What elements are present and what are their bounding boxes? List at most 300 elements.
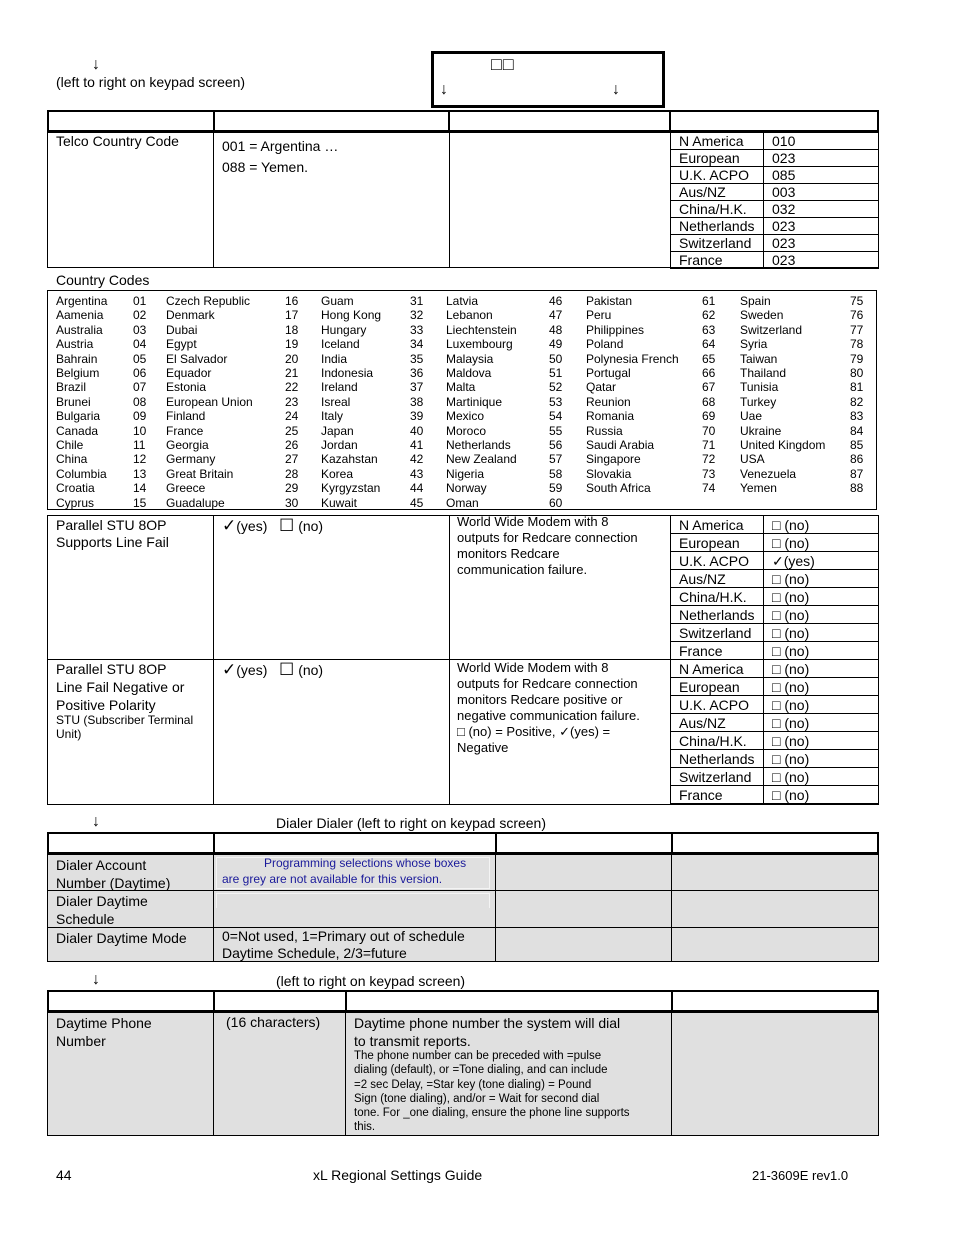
down-arrow-icon: ↓ bbox=[612, 81, 620, 98]
country-code: 35 bbox=[410, 351, 424, 366]
yes-option[interactable]: (yes) bbox=[236, 662, 268, 678]
country-code: 31 bbox=[410, 294, 424, 308]
footer-title: xL Regional Settings Guide bbox=[313, 1167, 483, 1183]
down-arrow-icon: ↓ bbox=[92, 971, 100, 988]
country-name: Hong Kong bbox=[321, 308, 382, 323]
text-line: □ (no) = Positive, ✓(yes) = bbox=[457, 724, 611, 739]
checkbox-icon[interactable]: ☐ bbox=[279, 660, 295, 679]
country-code: 48 bbox=[549, 322, 563, 337]
region-row bbox=[671, 714, 879, 732]
country-name: Slovakia bbox=[586, 466, 632, 481]
checkmark-icon: ✓ bbox=[222, 516, 237, 535]
doc-revision: 21-3609E rev1.0 bbox=[752, 1168, 849, 1183]
telco-option-first: 001 = Argentina … bbox=[222, 138, 339, 154]
country-name: India bbox=[321, 351, 348, 366]
country-name: Uae bbox=[740, 409, 763, 424]
country-code: 69 bbox=[702, 409, 716, 424]
country-name: Maldova bbox=[446, 366, 492, 381]
country-name: South Africa bbox=[586, 481, 651, 496]
country-code: 79 bbox=[850, 351, 864, 366]
country-code: 25 bbox=[285, 423, 299, 438]
dialer-header-row bbox=[47, 832, 879, 854]
country-code: 55 bbox=[549, 423, 563, 438]
no-option[interactable]: (no) bbox=[298, 518, 324, 534]
region-name: Netherlands bbox=[671, 750, 764, 768]
country-code-column bbox=[850, 294, 863, 496]
country-name: Malaysia bbox=[446, 351, 494, 366]
table-header-row bbox=[47, 110, 879, 132]
country-name: Moroco bbox=[446, 423, 487, 438]
country-name: Ireland bbox=[321, 380, 358, 395]
country-name: Greece bbox=[166, 481, 206, 496]
country-code: 22 bbox=[285, 380, 299, 395]
country-code: 51 bbox=[549, 366, 563, 381]
country-code: 12 bbox=[133, 452, 147, 467]
country-code: 21 bbox=[285, 366, 299, 381]
country-code: 11 bbox=[133, 438, 146, 453]
country-name: Russia bbox=[586, 423, 623, 438]
country-name: Oman bbox=[446, 495, 479, 510]
yes-option[interactable]: (yes) bbox=[236, 518, 268, 534]
country-name: Iceland bbox=[321, 337, 360, 352]
country-name: Chile bbox=[56, 438, 84, 453]
country-code: 68 bbox=[702, 394, 716, 409]
text-line: Sign (tone dialing), and/or = Wait for second dial bbox=[354, 1092, 600, 1105]
stu-polarity-note: STU (Subscriber Terminal Unit) bbox=[56, 713, 194, 742]
text-line: World Wide Modem with 8 bbox=[457, 514, 609, 529]
region-name: France bbox=[671, 642, 764, 660]
text-line: monitors Redcare bbox=[457, 546, 560, 561]
country-code: 41 bbox=[410, 438, 424, 453]
stu-linefail-description bbox=[457, 514, 638, 578]
region-row bbox=[671, 750, 879, 768]
dialer-mode-label: Dialer Daytime Mode bbox=[56, 930, 187, 946]
country-name: France bbox=[166, 423, 204, 438]
region-value: □ (no) bbox=[764, 660, 879, 678]
region-row bbox=[671, 660, 879, 678]
phone-description: Daytime phone number the system will dial to transmit reports. bbox=[354, 1015, 621, 1049]
country-name: Luxembourg bbox=[446, 337, 513, 352]
country-code: 86 bbox=[850, 452, 864, 467]
region-row bbox=[671, 588, 879, 606]
country-code: 13 bbox=[133, 466, 147, 481]
country-code: 27 bbox=[285, 452, 299, 467]
country-name: Cyprus bbox=[56, 495, 95, 510]
country-code: 59 bbox=[549, 481, 563, 496]
region-name: Aus/NZ bbox=[671, 184, 764, 201]
country-code: 02 bbox=[133, 308, 147, 323]
country-code: 88 bbox=[850, 481, 864, 496]
country-name: Yemen bbox=[740, 481, 777, 496]
region-value: □ (no) bbox=[764, 516, 879, 534]
country-name: Belgium bbox=[56, 366, 100, 381]
country-code: 47 bbox=[549, 308, 563, 323]
country-name: Croatia bbox=[56, 481, 95, 496]
region-value: □ (no) bbox=[764, 750, 879, 768]
country-code: 28 bbox=[285, 466, 299, 481]
country-name: Kuwait bbox=[321, 495, 358, 510]
country-name: Romania bbox=[586, 409, 635, 424]
country-code: 05 bbox=[133, 351, 147, 366]
country-name: USA bbox=[740, 452, 765, 467]
region-value: □ (no) bbox=[764, 678, 879, 696]
stu-linefail-options bbox=[222, 517, 323, 535]
down-arrow-icon: ↓ bbox=[92, 56, 100, 73]
country-code: 03 bbox=[133, 322, 147, 337]
text-line: World Wide Modem with 8 bbox=[457, 660, 609, 675]
region-row bbox=[671, 133, 879, 150]
country-code: 16 bbox=[285, 294, 299, 308]
grey-boxes-note: Programming selections whose boxes are grey are not available for this version. bbox=[222, 856, 467, 886]
region-name: Switzerland bbox=[671, 768, 764, 786]
country-code: 36 bbox=[410, 366, 424, 381]
region-value: 023 bbox=[764, 252, 879, 269]
country-code: 37 bbox=[410, 380, 424, 395]
dialer-account-label: Dialer Account Number (Daytime) bbox=[56, 857, 171, 891]
region-name: N America bbox=[671, 516, 764, 534]
country-name: China bbox=[56, 452, 88, 467]
region-name: France bbox=[671, 252, 764, 269]
region-value: □ (no) bbox=[764, 732, 879, 750]
country-code: 04 bbox=[133, 337, 147, 352]
country-name: Norway bbox=[446, 481, 487, 496]
country-name: Estonia bbox=[166, 380, 207, 395]
region-row bbox=[671, 678, 879, 696]
country-name: Canada bbox=[56, 423, 99, 438]
country-code: 64 bbox=[702, 337, 716, 352]
country-name: Qatar bbox=[586, 380, 617, 395]
text-line: The phone number can be preceded with =pulse bbox=[354, 1050, 602, 1062]
country-code: 38 bbox=[410, 394, 424, 409]
country-name: Korea bbox=[321, 466, 354, 481]
country-name: Dubai bbox=[166, 322, 198, 337]
region-row bbox=[671, 642, 879, 660]
country-code: 74 bbox=[702, 481, 716, 496]
phone-header-row bbox=[47, 990, 879, 1012]
stu-linefail-region-table bbox=[670, 515, 879, 660]
country-code: 53 bbox=[549, 394, 563, 409]
country-code-column bbox=[702, 294, 715, 496]
country-code: 75 bbox=[850, 294, 864, 308]
country-code: 60 bbox=[549, 495, 563, 510]
country-code-column bbox=[549, 294, 562, 510]
phone-dialing-notes bbox=[354, 1049, 630, 1135]
country-code: 06 bbox=[133, 366, 147, 381]
country-name: Thailand bbox=[740, 366, 787, 381]
country-code: 23 bbox=[285, 394, 299, 409]
country-code: 67 bbox=[702, 380, 716, 395]
region-value: 085 bbox=[764, 167, 879, 184]
country-code: 56 bbox=[549, 438, 563, 453]
country-name: Tunisia bbox=[740, 380, 779, 395]
country-code: 24 bbox=[285, 409, 299, 424]
region-name: European bbox=[671, 150, 764, 167]
country-name: Reunion bbox=[586, 394, 631, 409]
country-name: Venezuela bbox=[740, 466, 797, 481]
country-code: 57 bbox=[549, 452, 563, 467]
country-name: Egypt bbox=[166, 337, 197, 352]
country-code: 61 bbox=[702, 294, 716, 308]
down-arrow-icon: ↓ bbox=[92, 813, 100, 830]
country-code: 26 bbox=[285, 438, 299, 453]
country-name: Columbia bbox=[56, 466, 107, 481]
country-code: 15 bbox=[133, 495, 147, 510]
country-name: Italy bbox=[321, 409, 344, 424]
region-value: □ (no) bbox=[764, 696, 879, 714]
country-name: Bulgaria bbox=[56, 409, 101, 424]
country-name: European Union bbox=[166, 394, 253, 409]
region-value: 023 bbox=[764, 150, 879, 167]
country-code: 44 bbox=[410, 481, 424, 496]
region-value: □ (no) bbox=[764, 588, 879, 606]
country-name: Martinique bbox=[446, 394, 503, 409]
screen-squares-icon: □□ bbox=[491, 54, 515, 74]
region-row bbox=[671, 624, 879, 642]
country-code: 46 bbox=[549, 294, 563, 308]
country-name: Polynesia French bbox=[586, 351, 679, 366]
country-code: 85 bbox=[850, 438, 864, 453]
country-name: Jordan bbox=[321, 438, 358, 453]
country-name-column bbox=[166, 294, 253, 510]
country-name: Lebanon bbox=[446, 308, 493, 323]
keypad-screen bbox=[431, 51, 665, 108]
country-code: 78 bbox=[850, 337, 864, 352]
country-name: Netherlands bbox=[446, 438, 511, 453]
stu-polarity-region-table bbox=[670, 659, 879, 804]
country-code: 63 bbox=[702, 322, 716, 337]
stu-polarity-options bbox=[222, 661, 323, 679]
country-name-column bbox=[321, 294, 381, 510]
region-value: □ (no) bbox=[764, 786, 879, 804]
region-value: 023 bbox=[764, 235, 879, 252]
checkmark-icon: ✓ bbox=[222, 660, 237, 679]
country-name: Japan bbox=[321, 423, 354, 438]
country-name: Portugal bbox=[586, 366, 631, 381]
country-code: 40 bbox=[410, 423, 424, 438]
region-row bbox=[671, 184, 879, 201]
country-name: Latvia bbox=[446, 294, 479, 308]
country-code: 49 bbox=[549, 337, 563, 352]
region-row bbox=[671, 235, 879, 252]
text-line: =2 sec Delay, =Star key (tone dialing) = Pound bbox=[354, 1078, 592, 1091]
country-name-column bbox=[740, 294, 825, 496]
text-line: negative communication failure. bbox=[457, 708, 640, 723]
country-name: Kazahstan bbox=[321, 452, 378, 467]
region-name: N America bbox=[671, 660, 764, 678]
country-name: Switzerland bbox=[740, 322, 803, 337]
region-value: □ (no) bbox=[764, 768, 879, 786]
country-name: Saudi Arabia bbox=[586, 438, 655, 453]
country-code: 62 bbox=[702, 308, 716, 323]
country-code: 66 bbox=[702, 366, 716, 381]
region-name: China/H.K. bbox=[671, 732, 764, 750]
country-name: El Salvador bbox=[166, 351, 228, 366]
country-code: 08 bbox=[133, 394, 147, 409]
country-name: Malta bbox=[446, 380, 476, 395]
region-name: France bbox=[671, 786, 764, 804]
country-code: 65 bbox=[702, 351, 716, 366]
region-name: European bbox=[671, 678, 764, 696]
region-row bbox=[671, 252, 879, 269]
dialer-schedule-label: Dialer Daytime Schedule bbox=[56, 893, 148, 927]
country-name: Bahrain bbox=[56, 351, 98, 366]
region-value: □ (no) bbox=[764, 606, 879, 624]
country-name-column bbox=[446, 294, 517, 510]
phone-heading: (left to right on keypad screen) bbox=[276, 973, 466, 989]
region-value: □ (no) bbox=[764, 714, 879, 732]
country-codes-heading: Country Codes bbox=[56, 272, 150, 288]
country-code: 83 bbox=[850, 409, 864, 424]
region-row bbox=[671, 201, 879, 218]
country-name: Syria bbox=[740, 337, 768, 352]
country-code: 80 bbox=[850, 366, 864, 381]
country-name: Georgia bbox=[166, 438, 209, 453]
page-number: 44 bbox=[56, 1167, 72, 1183]
region-row bbox=[671, 552, 879, 570]
region-name: Switzerland bbox=[671, 235, 764, 252]
country-code: 10 bbox=[133, 423, 147, 438]
country-name: Guam bbox=[321, 294, 354, 308]
region-name: European bbox=[671, 534, 764, 552]
region-value: 032 bbox=[764, 201, 879, 218]
country-code: 54 bbox=[549, 409, 563, 424]
country-code: 18 bbox=[285, 322, 299, 337]
country-code: 45 bbox=[410, 495, 424, 510]
country-name: Turkey bbox=[740, 394, 777, 409]
country-name: Philippines bbox=[586, 322, 645, 337]
country-name: Denmark bbox=[166, 308, 215, 323]
telco-option-last: 088 = Yemen. bbox=[222, 159, 309, 175]
country-code: 72 bbox=[702, 452, 716, 467]
stu-polarity-description bbox=[457, 660, 640, 756]
region-name: China/H.K. bbox=[671, 588, 764, 606]
text-line: dialing (default), or =Tone dialing, and can include bbox=[354, 1064, 608, 1077]
region-row bbox=[671, 786, 879, 804]
country-code: 39 bbox=[410, 409, 424, 424]
country-name: Australia bbox=[56, 322, 103, 337]
region-name: Switzerland bbox=[671, 624, 764, 642]
country-name: Kyrgyzstan bbox=[321, 481, 381, 496]
country-name: United Kingdom bbox=[740, 438, 826, 453]
region-row bbox=[671, 606, 879, 624]
region-name: Aus/NZ bbox=[671, 570, 764, 588]
country-code-column bbox=[410, 294, 423, 510]
country-name: Guadalupe bbox=[166, 495, 225, 510]
country-code: 33 bbox=[410, 322, 424, 337]
country-name: Peru bbox=[586, 308, 612, 323]
country-name: Equador bbox=[166, 366, 212, 381]
region-row bbox=[671, 732, 879, 750]
country-name-column bbox=[56, 294, 107, 510]
country-code: 52 bbox=[549, 380, 563, 395]
dialer-mode-options: 0=Not used, 1=Primary out of schedule Daytime Schedule, 2/3=future bbox=[222, 928, 465, 961]
country-code: 58 bbox=[549, 466, 563, 481]
phone-label: Daytime Phone Number bbox=[56, 1015, 152, 1049]
country-code: 30 bbox=[285, 495, 299, 510]
country-name: Argentina bbox=[56, 294, 108, 308]
country-code: 71 bbox=[702, 438, 716, 453]
country-name: Spain bbox=[740, 294, 771, 308]
region-name: Netherlands bbox=[671, 606, 764, 624]
region-value: □ (no) bbox=[764, 570, 879, 588]
country-name: Austria bbox=[56, 337, 94, 352]
country-name-column bbox=[586, 294, 679, 496]
region-row bbox=[671, 696, 879, 714]
country-name: Singapore bbox=[586, 452, 641, 467]
country-name: Nigeria bbox=[446, 466, 485, 481]
region-value: □ (no) bbox=[764, 534, 879, 552]
region-value: □ (no) bbox=[764, 624, 879, 642]
country-name: Brunei bbox=[56, 394, 91, 409]
country-name: Sweden bbox=[740, 308, 784, 323]
region-value: 010 bbox=[764, 133, 879, 150]
country-code: 01 bbox=[133, 294, 147, 308]
country-name: Germany bbox=[166, 452, 216, 467]
country-name: Pakistan bbox=[586, 294, 633, 308]
country-code: 09 bbox=[133, 409, 147, 424]
country-code: 19 bbox=[285, 337, 299, 352]
region-name: N America bbox=[671, 133, 764, 150]
region-row bbox=[671, 150, 879, 167]
country-code: 76 bbox=[850, 308, 864, 323]
region-value: □ (no) bbox=[764, 642, 879, 660]
checkbox-icon[interactable]: ☐ bbox=[279, 516, 295, 535]
text-line: tone. For _one dialing, ensure the phone line supports bbox=[354, 1107, 630, 1120]
country-name: Ukraine bbox=[740, 423, 782, 438]
country-name: Liechtenstein bbox=[446, 322, 517, 337]
country-name: Taiwan bbox=[740, 351, 778, 366]
country-code: 84 bbox=[850, 423, 864, 438]
no-option[interactable]: (no) bbox=[298, 662, 324, 678]
country-code: 29 bbox=[285, 481, 299, 496]
region-row bbox=[671, 570, 879, 588]
region-name: U.K. ACPO bbox=[671, 167, 764, 184]
region-name: Aus/NZ bbox=[671, 714, 764, 732]
keypad-subtitle: (left to right on keypad screen) bbox=[56, 74, 246, 90]
text-line: Negative bbox=[457, 740, 509, 755]
region-row bbox=[671, 534, 879, 552]
region-name: U.K. ACPO bbox=[671, 552, 764, 570]
country-code-column bbox=[133, 294, 146, 510]
down-arrow-icon: ↓ bbox=[440, 81, 448, 98]
country-name: Poland bbox=[586, 337, 624, 352]
country-name: Brazil bbox=[56, 380, 87, 395]
region-name: Netherlands bbox=[671, 218, 764, 235]
country-code: 17 bbox=[285, 308, 299, 323]
region-name: China/H.K. bbox=[671, 201, 764, 218]
region-row bbox=[671, 516, 879, 534]
country-name: New Zealand bbox=[446, 452, 517, 467]
text-line: monitors Redcare positive or bbox=[457, 692, 623, 707]
dialer-schedule-field[interactable] bbox=[216, 893, 490, 908]
country-name: Indonesia bbox=[321, 366, 374, 381]
region-row bbox=[671, 218, 879, 235]
telco-region-table bbox=[670, 132, 879, 269]
text-line: communication failure. bbox=[457, 562, 588, 577]
country-code: 34 bbox=[410, 337, 424, 352]
stu-linefail-label: Parallel STU 8OP Supports Line Fail bbox=[56, 517, 169, 550]
country-code: 43 bbox=[410, 466, 424, 481]
country-code: 32 bbox=[410, 308, 424, 323]
country-code: 14 bbox=[133, 481, 147, 496]
text-line: outputs for Redcare connection bbox=[457, 676, 638, 691]
country-name: Great Britain bbox=[166, 466, 234, 481]
stu-polarity-label: Parallel STU 8OP Line Fail Negative or Positive Polarity bbox=[56, 661, 185, 713]
region-name: U.K. ACPO bbox=[671, 696, 764, 714]
country-name: Isreal bbox=[321, 394, 351, 409]
country-code: 77 bbox=[850, 322, 864, 337]
country-code: 73 bbox=[702, 466, 716, 481]
